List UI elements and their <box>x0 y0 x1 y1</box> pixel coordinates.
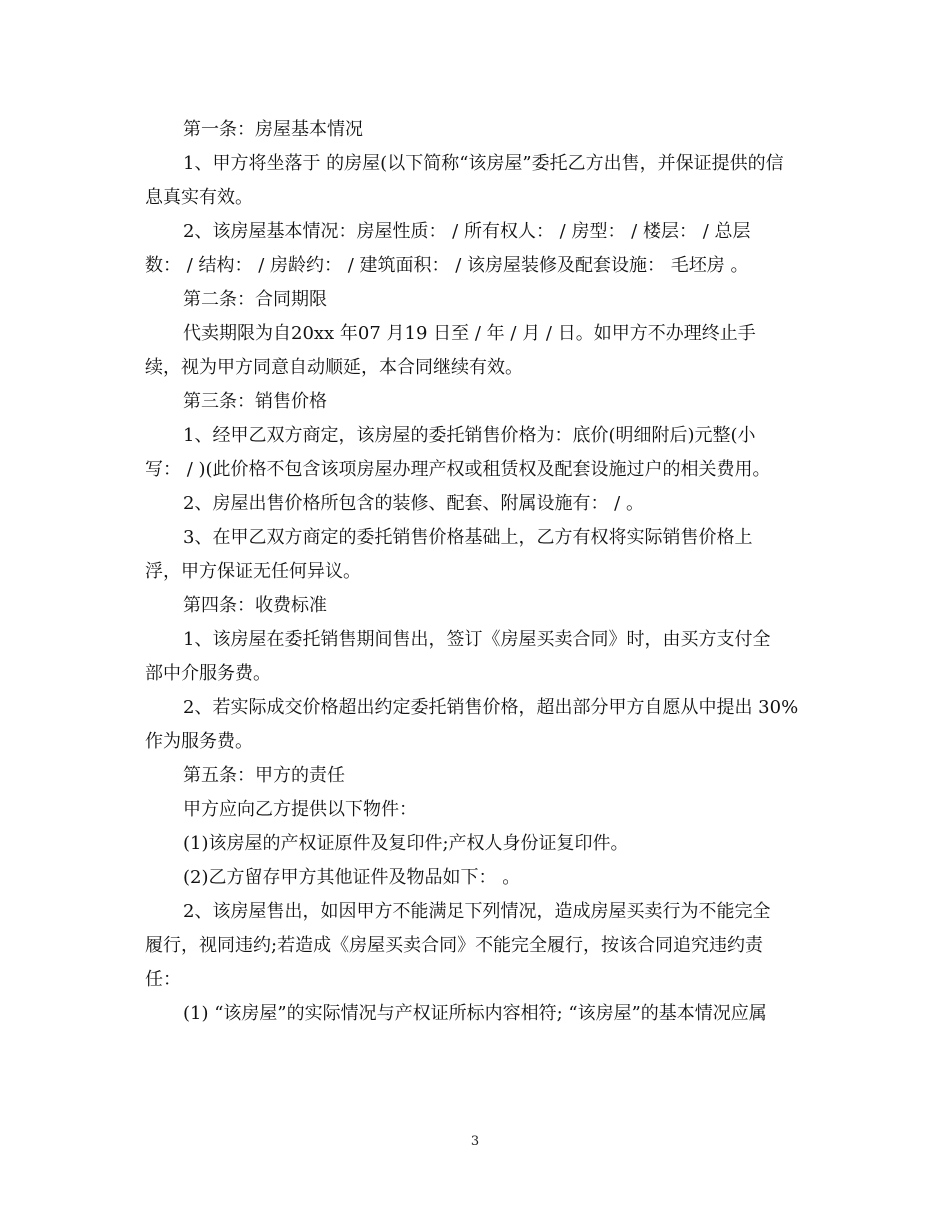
text-line: 1、甲方将坐落于 的房屋(以下简称“该房屋”委托乙方出售，并保证提供的信 <box>183 153 784 174</box>
section-heading-3 <box>145 385 805 419</box>
paragraph-3-2 <box>145 487 805 521</box>
text-line: 数： / 结构： / 房龄约： / 建筑面积： / 该房屋装修及配套设施： 毛坯房 。 <box>145 255 749 276</box>
text-line: 部中介服务费。 <box>145 663 271 684</box>
text-line: 第四条：收费标准 <box>183 595 327 616</box>
text-line: 2、若实际成交价格超出约定委托销售价格，超出部分甲方自愿从中提出 30% <box>183 697 799 718</box>
paragraph-2-1 <box>145 317 805 385</box>
text-line: 代卖期限为自20xx 年07 月19 日至 / 年 / 月 / 日。如甲方不办理终止手 <box>183 323 756 344</box>
text-line: 2、该房屋基本情况：房屋性质： / 所有权人： / 房型： / 楼层： / 总层 <box>183 221 751 242</box>
text-line: (1) “该房屋”的实际情况与产权证所标内容相符; “该房屋”的基本情况应属 <box>183 1003 767 1024</box>
text-line: 第五条：甲方的责任 <box>183 765 345 786</box>
paragraph-1-2 <box>145 215 805 283</box>
text-line: 第二条：合同期限 <box>183 289 327 310</box>
section-heading-2 <box>145 283 805 317</box>
page-number: 3 <box>470 1134 480 1149</box>
paragraph-3-3 <box>145 521 805 589</box>
text-line: 甲方应向乙方提供以下物件： <box>183 799 417 820</box>
text-line: 1、经甲乙双方商定，该房屋的委托销售价格为：底价(明细附后)元整(小 <box>183 425 756 446</box>
paragraph-5-2-item-1 <box>145 997 805 1031</box>
text-line: 作为服务费。 <box>145 731 253 752</box>
text-line: 息真实有效。 <box>145 187 253 208</box>
paragraph-3-1 <box>145 419 805 487</box>
paragraph-5-2 <box>145 895 805 997</box>
paragraph-4-1 <box>145 623 805 691</box>
text-line: 履行，视同违约;若造成《房屋买卖合同》不能完全履行，按该合同追究违约责 <box>145 935 764 956</box>
section-heading-1 <box>145 113 805 147</box>
text-line: 2、房屋出售价格所包含的装修、配套、附属设施有： / 。 <box>183 493 644 514</box>
text-line: (2)乙方留存甲方其他证件及物品如下： 。 <box>183 867 521 888</box>
text-line: 第一条：房屋基本情况 <box>183 119 363 140</box>
text-line: 浮，甲方保证无任何异议。 <box>145 561 361 582</box>
text-line: 第三条：销售价格 <box>183 391 327 412</box>
section-heading-4 <box>145 589 805 623</box>
paragraph-1-1 <box>145 147 805 215</box>
document-body <box>145 113 805 1031</box>
paragraph-5-item-1 <box>145 827 805 861</box>
section-heading-5 <box>145 759 805 793</box>
text-line: 3、在甲乙双方商定的委托销售价格基础上，乙方有权将实际销售价格上 <box>183 527 753 548</box>
text-line: 续，视为甲方同意自动顺延，本合同继续有效。 <box>145 357 523 378</box>
paragraph-4-2 <box>145 691 805 759</box>
text-line: 任： <box>145 969 181 990</box>
text-line: 1、该房屋在委托销售期间售出，签订《房屋买卖合同》时，由买方支付全 <box>183 629 771 650</box>
paragraph-5-item-2 <box>145 861 805 895</box>
text-line: 写： / )(此价格不包含该项房屋办理产权或租赁权及配套设施过户的相关费用。 <box>145 459 771 480</box>
paragraph-5-intro <box>145 793 805 827</box>
text-line: 2、该房屋售出，如因甲方不能满足下列情况，造成房屋买卖行为不能完全 <box>183 901 771 922</box>
text-line: (1)该房屋的产权证原件及复印件;产权人身份证复印件。 <box>183 833 629 854</box>
